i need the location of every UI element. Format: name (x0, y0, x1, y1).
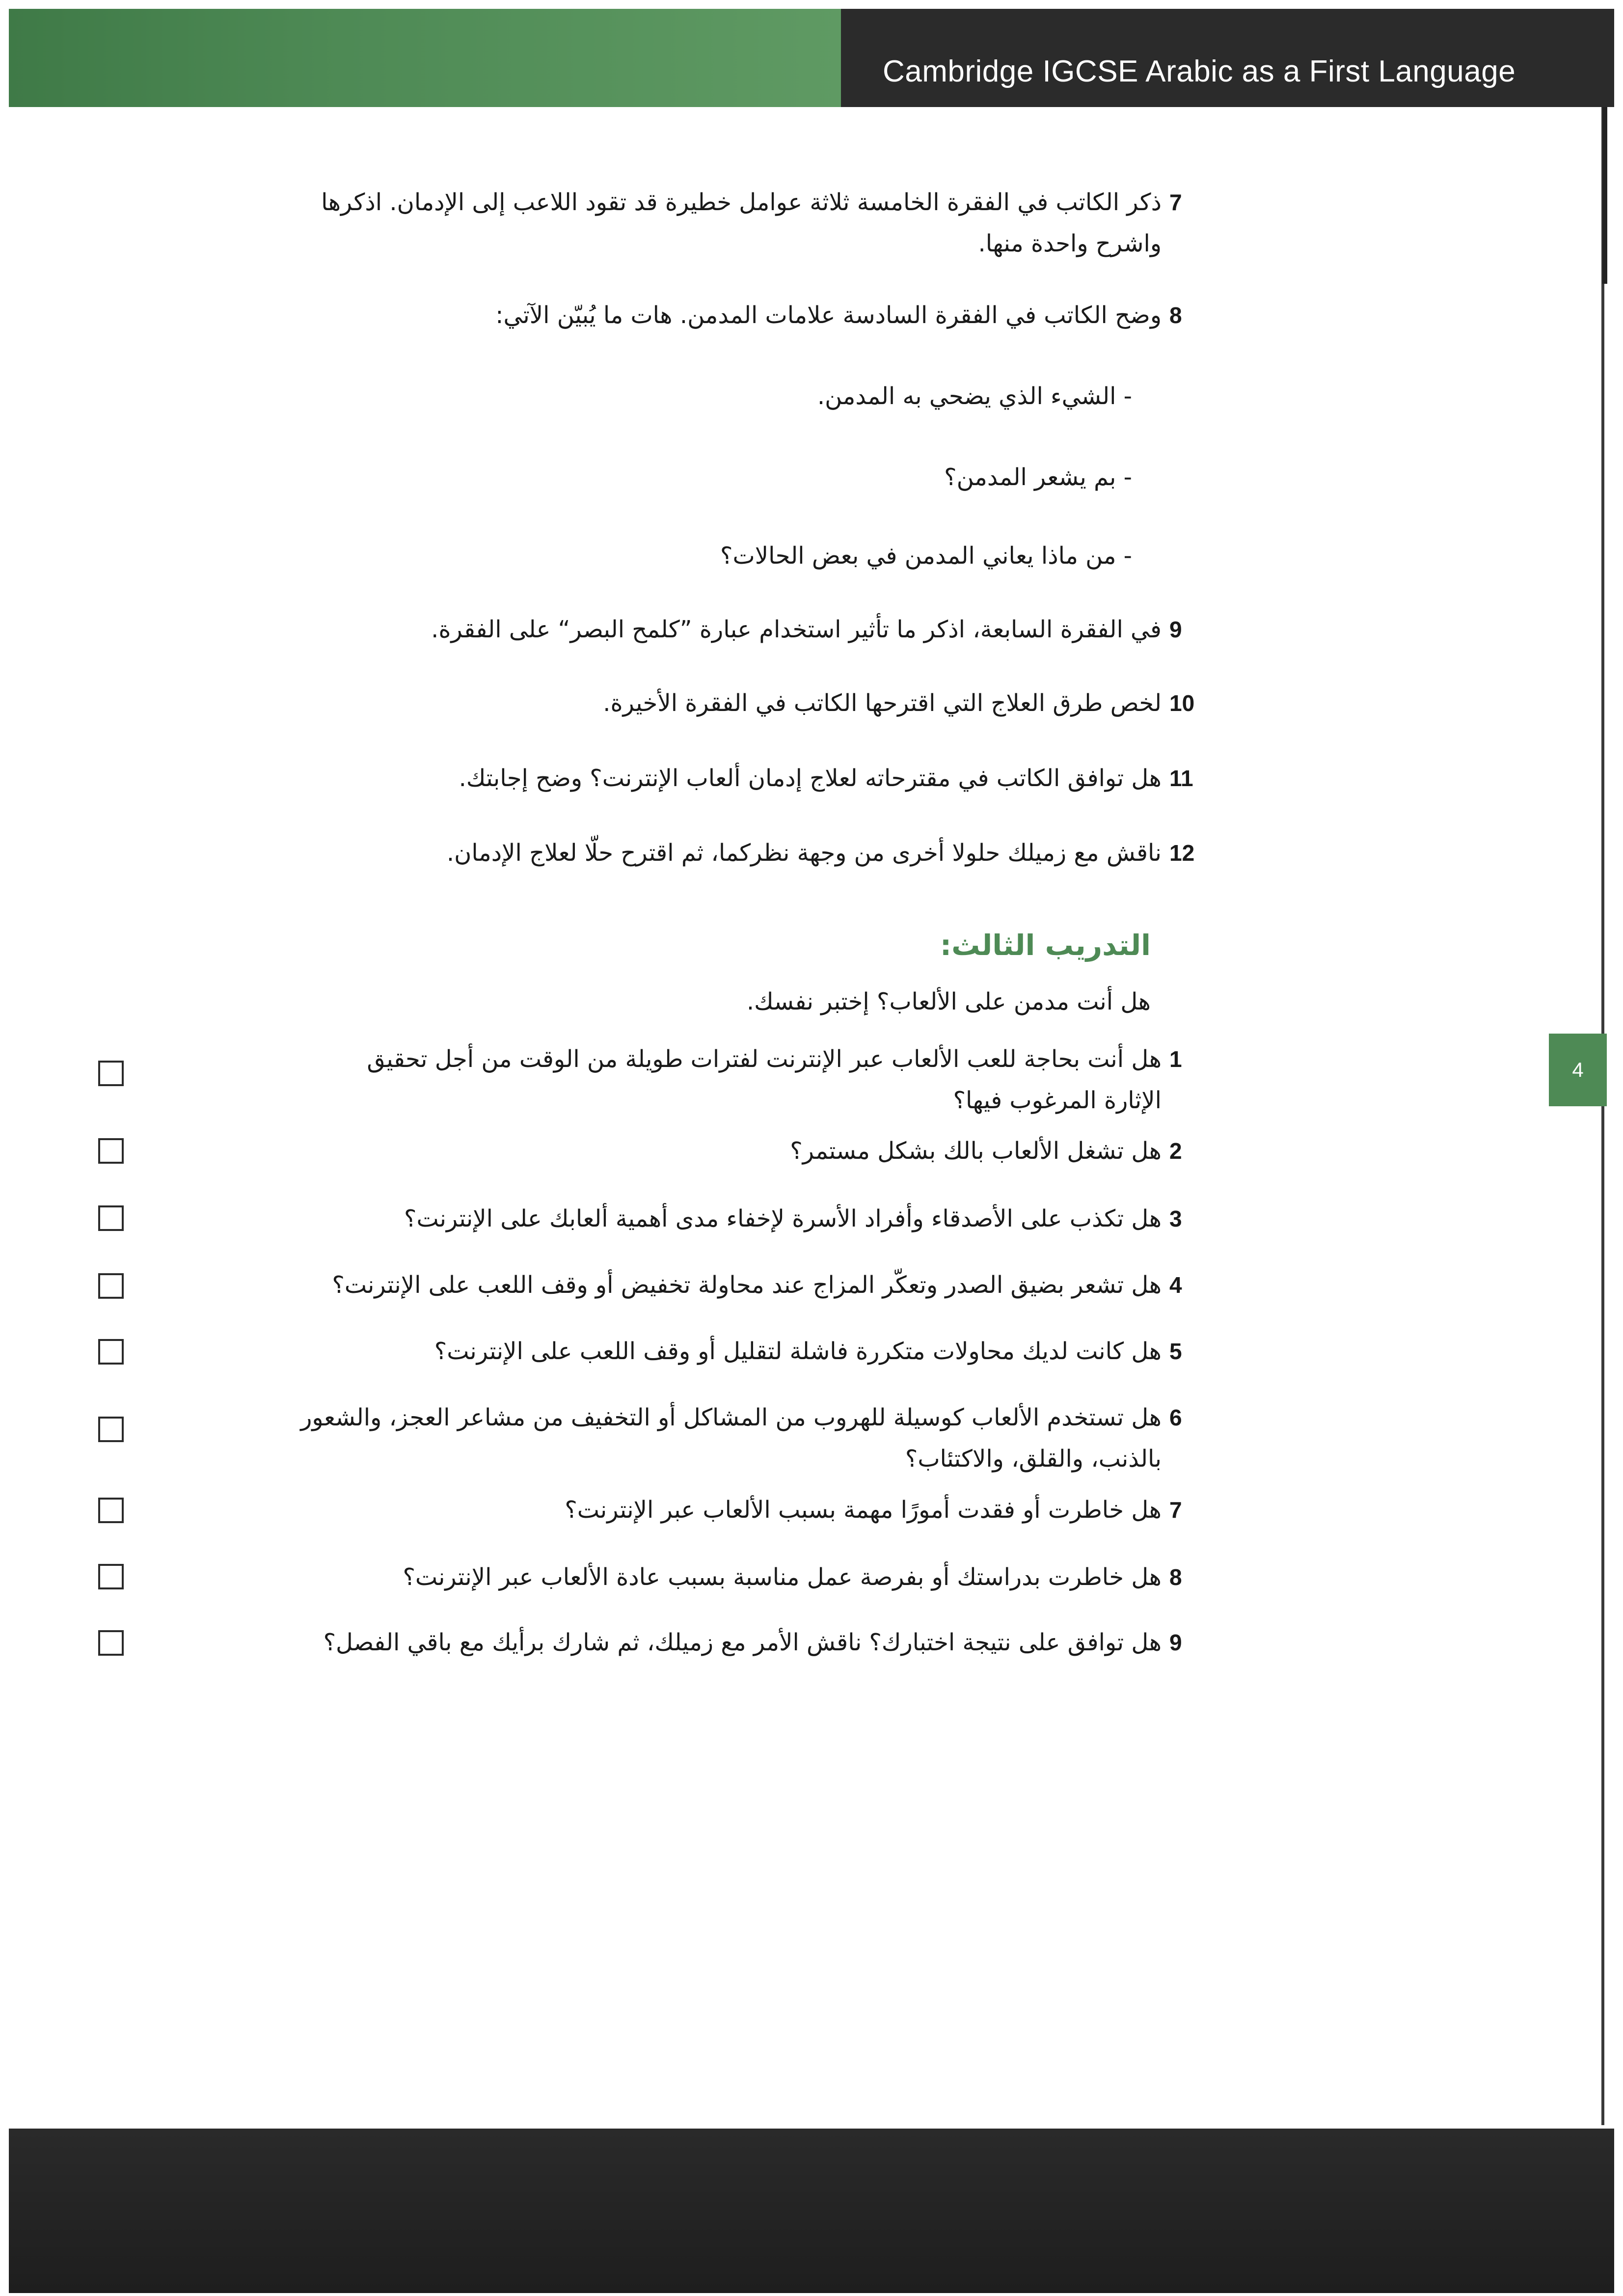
question-text: هل تشغل الألعاب بالك بشكل مستمر؟ (790, 1137, 1162, 1165)
quiz-item-5 (434, 1331, 1182, 1372)
question-number: 10 (1169, 690, 1195, 716)
question-number: 5 (1169, 1339, 1182, 1364)
question-text: ذكر الكاتب في الفقرة الخامسة ثلاثة عوامل خطيرة قد تقود اللاعب إلى الإدمان. اذكرها (321, 189, 1162, 216)
quiz-checkbox-8[interactable] (98, 1564, 124, 1589)
quiz-item-1 (367, 1039, 1182, 1121)
quiz-checkbox-2[interactable] (98, 1138, 124, 1164)
quiz-item-9 (323, 1622, 1182, 1663)
question-text: هل تكذب على الأصدقاء وأفراد الأسرة لإخفاء مدى أهمية ألعابك على الإنترنت؟ (404, 1205, 1162, 1232)
question-number: 2 (1169, 1138, 1182, 1164)
question-text: هل أنت بحاجة للعب الألعاب عبر الإنترنت لفترات طويلة من الوقت من أجل تحقيق (367, 1045, 1162, 1073)
q8-bullet-3: - من ماذا يعاني المدمن في بعض الحالات؟ (720, 542, 1132, 570)
question-number: 9 (1169, 1630, 1182, 1655)
question-number: 12 (1169, 840, 1195, 866)
question-number: 7 (1169, 190, 1182, 215)
question-10 (603, 683, 1195, 724)
question-7 (321, 182, 1182, 264)
question-number: 6 (1169, 1405, 1182, 1430)
question-text: هل توافق على نتيجة اختبارك؟ ناقش الأمر مع زميلك، ثم شارك برأيك مع باقي الفصل؟ (323, 1629, 1162, 1656)
q8-bullet-1: - الشيء الذي يضحي به المدمن. (817, 383, 1132, 410)
quiz-item-6 (300, 1397, 1182, 1479)
question-text: هل تستخدم الألعاب كوسيلة للهروب من المشاكل أو التخفيف من مشاعر العجز، والشعور (300, 1404, 1162, 1431)
question-number: 8 (1169, 302, 1182, 328)
question-number: 4 (1169, 1272, 1182, 1298)
question-text: هل خاطرت بدراستك أو بفرصة عمل مناسبة بسبب عادة الألعاب عبر الإنترنت؟ (403, 1563, 1162, 1591)
question-text: لخص طرق العلاج التي اقترحها الكاتب في الفقرة الأخيرة. (603, 689, 1162, 717)
question-text: في الفقرة السابعة، اذكر ما تأثير استخدام عبارة ”كلمح البصر“ على الفقرة. (431, 616, 1162, 643)
question-number: 8 (1169, 1564, 1182, 1590)
question-text: هل خاطرت أو فقدت أمورًا مهمة بسبب الألعاب عبر الإنترنت؟ (565, 1496, 1162, 1524)
quiz-checkbox-1[interactable] (98, 1061, 124, 1086)
page-edge-line (1601, 107, 1604, 2125)
question-text-continued: واشرح واحدة منها. (978, 230, 1162, 257)
question-number: 11 (1169, 765, 1193, 791)
quiz-item-2 (790, 1130, 1182, 1172)
q8-bullet-2: - بم يشعر المدمن؟ (944, 464, 1132, 491)
header-green-band (9, 9, 841, 107)
quiz-item-7 (565, 1489, 1182, 1531)
question-12 (446, 832, 1195, 874)
quiz-checkbox-4[interactable] (98, 1273, 124, 1299)
quiz-checkbox-3[interactable] (98, 1205, 124, 1231)
question-9 (431, 609, 1182, 650)
page-footer-band (9, 2129, 1614, 2293)
exercise-heading: التدريب الثالث: (940, 929, 1151, 962)
chapter-tab: 4 (1549, 1034, 1607, 1106)
book-title: Cambridge IGCSE Arabic as a First Language (883, 55, 1516, 88)
question-text: ناقش مع زميلك حلولا أخرى من وجهة نظركما، ثم اقترح حلّا لعلاج الإدمان. (446, 839, 1162, 867)
quiz-item-8 (403, 1557, 1182, 1598)
question-text: هل تشعر بضيق الصدر وتعكّر المزاج عند محاولة تخفيض أو وقف اللعب على الإنترنت؟ (332, 1271, 1162, 1299)
quiz-item-4 (332, 1264, 1182, 1306)
quiz-item-3 (404, 1198, 1182, 1239)
page-edge-mark (1602, 107, 1607, 284)
question-8 (495, 295, 1182, 336)
quiz-checkbox-6[interactable] (98, 1417, 124, 1442)
page-header (9, 9, 1614, 107)
question-text: هل توافق الكاتب في مقترحاته لعلاج إدمان ألعاب الإنترنت؟ وضح إجابتك. (459, 765, 1162, 792)
question-number: 7 (1169, 1497, 1182, 1523)
quiz-checkbox-9[interactable] (98, 1630, 124, 1656)
question-11 (459, 758, 1193, 799)
question-text: وضح الكاتب في الفقرة السادسة علامات المدمن. هات ما يُبيّن الآتي: (495, 301, 1162, 329)
quiz-checkbox-7[interactable] (98, 1498, 124, 1523)
question-text: هل كانت لديك محاولات متكررة فاشلة لتقليل أو وقف اللعب على الإنترنت؟ (434, 1338, 1162, 1365)
question-number: 3 (1169, 1206, 1182, 1231)
header-title-band (841, 9, 1614, 107)
quiz-checkbox-5[interactable] (98, 1339, 124, 1365)
question-text-continued: بالذنب، والقلق، والاكتئاب؟ (905, 1445, 1162, 1473)
question-text-continued: الإثارة المرغوب فيها؟ (953, 1087, 1162, 1114)
exercise-intro: هل أنت مدمن على الألعاب؟ إختبر نفسك. (746, 988, 1151, 1015)
question-number: 9 (1169, 617, 1182, 642)
question-number: 1 (1169, 1046, 1182, 1072)
